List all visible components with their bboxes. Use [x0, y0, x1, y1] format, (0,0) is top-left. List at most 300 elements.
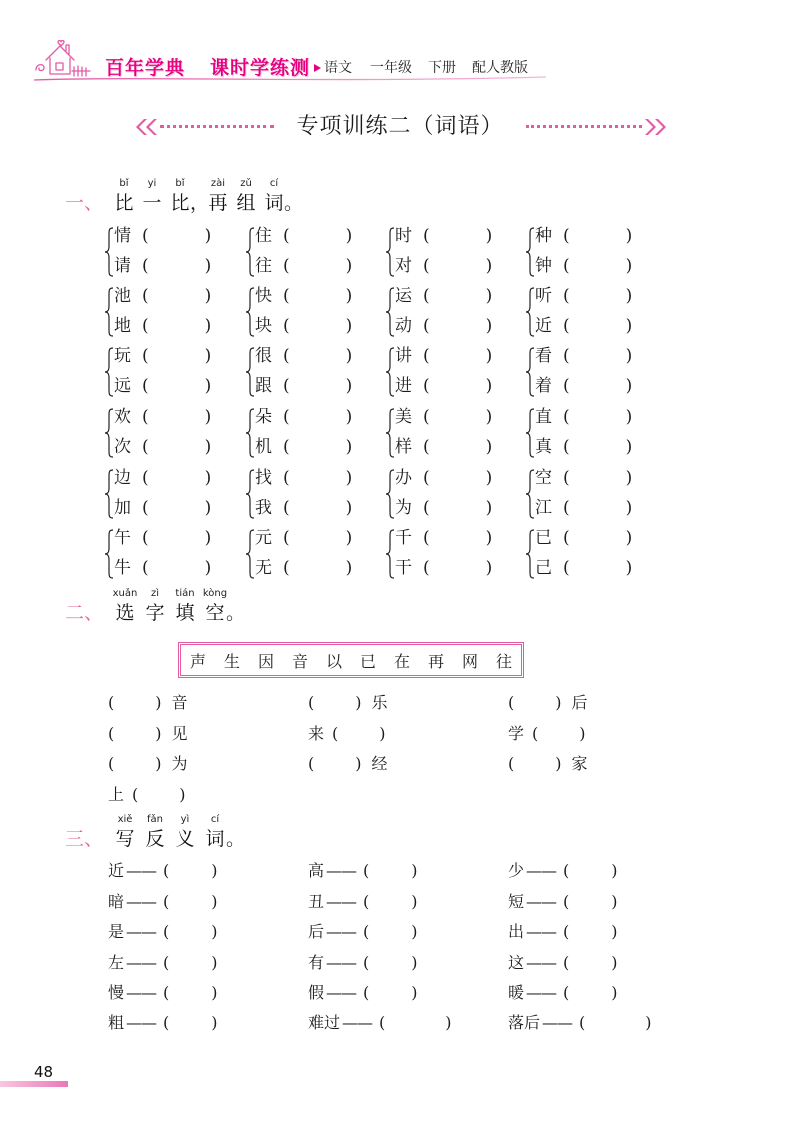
pair-char: 边: [114, 468, 131, 488]
answer-blank: [283, 404, 352, 430]
blank-close-paren: ): [485, 528, 493, 548]
blank-open-paren: (: [363, 953, 370, 972]
word-pair: [104, 223, 239, 283]
blank-close-paren: ): [355, 693, 362, 712]
pair-line: [525, 343, 660, 369]
blank-close-paren: ): [204, 468, 212, 488]
pinyin-char-unit: [110, 813, 140, 851]
answer-blank: [423, 253, 492, 279]
blank-open-paren: (: [142, 256, 149, 276]
pair-line: [104, 555, 239, 581]
answer-blank: [363, 858, 418, 884]
word-pair: [104, 465, 239, 525]
answer-blank: [423, 223, 492, 249]
pair-char: 直: [535, 407, 552, 427]
blank-open-paren: (: [283, 407, 290, 427]
pinyin-char-unit: [138, 177, 166, 215]
antonym-item: [508, 919, 618, 945]
blank-close-paren: ): [345, 226, 353, 246]
page-title: 专项训练二（词语）: [296, 114, 504, 139]
pair-line: [385, 283, 520, 309]
answer-blank: [563, 525, 632, 551]
dash-line: ——: [326, 861, 357, 880]
antonym-item: [308, 858, 418, 884]
blank-close-paren: ): [204, 316, 212, 336]
pair-char: 牛: [114, 558, 131, 578]
heading-char: 空: [205, 602, 225, 624]
pair-char: 动: [395, 316, 412, 336]
blank-open-paren: (: [563, 256, 570, 276]
section-number: 三、: [65, 828, 104, 850]
pinyin-char-unit: [260, 177, 304, 215]
pair-line: [104, 223, 239, 249]
blank-close-paren: ): [211, 983, 218, 1002]
pair-line: [245, 283, 380, 309]
blank-close-paren: ): [345, 558, 353, 578]
pinyin: cí: [210, 814, 220, 825]
blank-open-paren: (: [108, 754, 115, 773]
word-pair: [104, 343, 239, 403]
pinyin: zài: [210, 178, 226, 189]
blank-open-paren: (: [563, 558, 570, 578]
blank-open-paren: (: [283, 256, 290, 276]
word-bank-char: 往: [495, 651, 512, 671]
answer-blank: [108, 751, 162, 777]
item-suffix: 经: [371, 754, 388, 773]
blank-open-paren: (: [563, 861, 570, 880]
answer-blank: [332, 721, 386, 747]
antonym-item: [108, 980, 218, 1006]
answer-blank: [132, 782, 186, 808]
antonym-word: 落后: [508, 1013, 541, 1032]
pair-line: [245, 253, 380, 279]
word-pair: [525, 343, 660, 403]
word-pair: [104, 404, 239, 464]
antonym-word: 慢: [108, 983, 125, 1002]
word-pair: [385, 343, 520, 403]
antonym-item: [508, 1010, 652, 1036]
answer-blank: [563, 434, 632, 460]
blank-open-paren: (: [563, 498, 570, 518]
blank-open-paren: (: [423, 498, 430, 518]
pair-line: [385, 434, 520, 460]
pinyin: tián: [175, 588, 195, 599]
blank-close-paren: ): [411, 922, 418, 941]
dash-line: ——: [526, 892, 557, 911]
answer-blank: [423, 313, 492, 339]
blank-close-paren: ): [611, 922, 618, 941]
blank-close-paren: ): [485, 256, 493, 276]
word-pair: [385, 525, 520, 585]
pinyin: cí: [269, 178, 279, 189]
antonym-word: 高: [308, 861, 325, 880]
blank-close-paren: ): [485, 376, 493, 396]
page-number-bar: [0, 1081, 68, 1087]
answer-blank: [308, 751, 362, 777]
blank-close-paren: ): [625, 498, 633, 518]
blank-open-paren: (: [283, 528, 290, 548]
blank-open-paren: (: [308, 693, 315, 712]
answer-blank: [563, 980, 618, 1006]
dash-line: ——: [126, 1013, 157, 1032]
pair-line: [385, 253, 520, 279]
pair-line: [525, 465, 660, 491]
answer-blank: [423, 525, 492, 551]
blank-open-paren: (: [563, 892, 570, 911]
answer-blank: [423, 465, 492, 491]
item-prefix: 来: [308, 724, 325, 743]
blank-close-paren: ): [485, 346, 493, 366]
pinyin-char-unit: [140, 587, 170, 625]
heading-char: 字: [145, 602, 165, 624]
blank-open-paren: (: [163, 861, 170, 880]
pinyin: zǔ: [240, 178, 252, 189]
blank-close-paren: ): [625, 286, 633, 306]
blank-open-paren: (: [142, 226, 149, 246]
blank-open-paren: (: [563, 468, 570, 488]
blank-close-paren: ): [355, 754, 362, 773]
section-1-instruction: [110, 177, 304, 215]
antonym-word: 这: [508, 953, 525, 972]
pair-char: 空: [535, 468, 552, 488]
dash-line: ——: [526, 861, 557, 880]
blank-close-paren: ): [179, 785, 186, 804]
pair-line: [385, 373, 520, 399]
answer-blank: [142, 404, 211, 430]
blank-close-paren: ): [211, 953, 218, 972]
pair-char: 讲: [395, 346, 412, 366]
answer-blank: [142, 525, 211, 551]
fill-in-item: [108, 721, 188, 747]
pinyin-char-unit: [110, 177, 138, 215]
antonym-item: [508, 980, 618, 1006]
blank-close-paren: ): [485, 498, 493, 518]
blank-open-paren: (: [423, 376, 430, 396]
antonym-word: 是: [108, 922, 125, 941]
pair-char: 朵: [255, 407, 272, 427]
answer-blank: [563, 343, 632, 369]
word-pair: [245, 223, 380, 283]
blank-close-paren: ): [211, 861, 218, 880]
blank-close-paren: ): [155, 754, 162, 773]
blank-open-paren: (: [563, 528, 570, 548]
blank-close-paren: ): [485, 407, 493, 427]
answer-blank: [423, 404, 492, 430]
pair-char: 样: [395, 437, 412, 457]
grade-label: 一年级: [370, 60, 412, 76]
answer-blank: [563, 373, 632, 399]
answer-blank: [508, 751, 562, 777]
answer-blank: [423, 555, 492, 581]
answer-blank: [563, 404, 632, 430]
answer-blank: [363, 950, 418, 976]
pair-char: 江: [535, 498, 552, 518]
pair-char: 进: [395, 376, 412, 396]
blank-close-paren: ): [155, 693, 162, 712]
answer-blank: [283, 313, 352, 339]
subject-label: 语文: [324, 60, 352, 76]
blank-open-paren: (: [132, 785, 139, 804]
pair-line: [525, 434, 660, 460]
pinyin-char-unit: [140, 813, 170, 851]
dash-line: ——: [126, 892, 157, 911]
pair-line: [104, 434, 239, 460]
fill-in-item: [308, 751, 388, 777]
answer-blank: [163, 980, 218, 1006]
answer-blank: [563, 858, 618, 884]
pinyin-char-unit: [170, 813, 200, 851]
blank-close-paren: ): [204, 346, 212, 366]
blank-close-paren: ): [204, 498, 212, 518]
blank-close-paren: ): [611, 953, 618, 972]
dash-line: ——: [126, 922, 157, 941]
blank-open-paren: (: [142, 346, 149, 366]
item-suffix: 后: [571, 693, 588, 712]
pair-char: 地: [114, 316, 131, 336]
pair-line: [104, 373, 239, 399]
blank-open-paren: (: [563, 286, 570, 306]
pair-line: [104, 283, 239, 309]
word-pair: [385, 223, 520, 283]
blank-open-paren: (: [163, 953, 170, 972]
blank-open-paren: (: [363, 983, 370, 1002]
pair-char: 听: [535, 286, 552, 306]
answer-blank: [563, 253, 632, 279]
antonym-item: [108, 889, 218, 915]
blank-close-paren: ): [625, 226, 633, 246]
blank-open-paren: (: [142, 316, 149, 336]
pair-line: [525, 525, 660, 551]
pair-char: 千: [395, 528, 412, 548]
pair-char: 快: [255, 286, 272, 306]
pinyin: yì: [180, 814, 190, 825]
section-2-instruction: [110, 587, 246, 625]
dash-line: ——: [126, 983, 157, 1002]
double-chevron-right-icon: [644, 118, 668, 136]
volume-label: 下册: [428, 60, 456, 76]
blank-open-paren: (: [163, 983, 170, 1002]
blank-open-paren: (: [363, 861, 370, 880]
dash-line: ——: [126, 953, 157, 972]
brand-name: 百年学典: [105, 57, 186, 79]
answer-blank: [142, 495, 211, 521]
dash-line: ——: [342, 1013, 373, 1032]
answer-blank: [142, 373, 211, 399]
pair-line: [104, 525, 239, 551]
blank-close-paren: ): [485, 558, 493, 578]
blank-open-paren: (: [563, 983, 570, 1002]
answer-blank: [563, 495, 632, 521]
blank-open-paren: (: [363, 892, 370, 911]
blank-close-paren: ): [625, 256, 633, 276]
antonym-item: [108, 1010, 218, 1036]
heading-char: 写: [115, 828, 135, 850]
pair-char: 我: [255, 498, 272, 518]
heading-char: 组: [236, 192, 256, 214]
item-suffix: 乐: [371, 693, 388, 712]
blank-open-paren: (: [423, 316, 430, 336]
answer-blank: [563, 313, 632, 339]
edition-label: 配人教版: [472, 60, 528, 76]
blank-open-paren: (: [283, 468, 290, 488]
pinyin: kòng: [202, 588, 228, 599]
antonym-item: [108, 858, 218, 884]
pair-char: 已: [535, 528, 552, 548]
blank-open-paren: (: [283, 286, 290, 306]
antonym-word: 粗: [108, 1013, 125, 1032]
antonym-item: [308, 919, 418, 945]
blank-close-paren: ): [625, 528, 633, 548]
blank-close-paren: ): [345, 346, 353, 366]
blank-open-paren: (: [563, 407, 570, 427]
answer-blank: [532, 721, 586, 747]
fill-in-item: [308, 721, 386, 747]
pair-line: [104, 404, 239, 430]
pinyin-char-unit: [170, 587, 200, 625]
blank-close-paren: ): [379, 724, 386, 743]
heading-char: 反: [145, 828, 165, 850]
word-pair: [245, 404, 380, 464]
pair-char: 无: [255, 558, 272, 578]
header-underline: [30, 74, 550, 84]
word-bank-char: 因: [257, 651, 274, 671]
pair-line: [385, 223, 520, 249]
pair-line: [525, 373, 660, 399]
answer-blank: [163, 889, 218, 915]
antonym-item: [308, 950, 418, 976]
item-suffix: 家: [571, 754, 588, 773]
answer-blank: [142, 465, 211, 491]
pair-line: [104, 343, 239, 369]
blank-close-paren: ): [211, 1013, 218, 1032]
pair-char: 欢: [114, 407, 131, 427]
blank-open-paren: (: [163, 922, 170, 941]
fill-in-item: [508, 690, 588, 716]
blank-open-paren: (: [423, 407, 430, 427]
answer-blank: [142, 434, 211, 460]
antonym-item: [308, 980, 418, 1006]
blank-open-paren: (: [423, 346, 430, 366]
answer-blank: [423, 434, 492, 460]
answer-blank: [283, 283, 352, 309]
pinyin: zì: [150, 588, 160, 599]
blank-close-paren: ): [204, 528, 212, 548]
antonym-item: [308, 889, 418, 915]
blank-open-paren: (: [163, 892, 170, 911]
pair-line: [385, 525, 520, 551]
pair-char: 午: [114, 528, 131, 548]
antonym-item: [108, 950, 218, 976]
antonym-word: 短: [508, 892, 525, 911]
answer-blank: [379, 1010, 452, 1036]
pair-char: 看: [535, 346, 552, 366]
word-bank-char: 网: [461, 651, 478, 671]
antonym-word: 少: [508, 861, 525, 880]
antonym-word: 假: [308, 983, 325, 1002]
word-pair: [385, 404, 520, 464]
pair-line: [245, 495, 380, 521]
punctuation: ，: [190, 192, 210, 214]
pair-char: 钟: [535, 256, 552, 276]
blank-close-paren: ): [625, 316, 633, 336]
blank-close-paren: ): [204, 407, 212, 427]
answer-blank: [142, 343, 211, 369]
pinyin-char-unit: [204, 177, 232, 215]
antonym-word: 左: [108, 953, 125, 972]
word-pair: [525, 223, 660, 283]
blank-open-paren: (: [379, 1013, 386, 1032]
word-pair: [245, 465, 380, 525]
word-pair: [385, 465, 520, 525]
answer-blank: [508, 690, 562, 716]
answer-blank: [142, 555, 211, 581]
blank-close-paren: ): [579, 724, 586, 743]
pinyin: bǐ: [175, 178, 185, 189]
header-arrow-icon: [314, 64, 321, 72]
section-3-heading: [65, 813, 246, 851]
blank-open-paren: (: [423, 468, 430, 488]
punctuation: 。: [226, 602, 246, 624]
pair-line: [525, 253, 660, 279]
blank-open-paren: (: [563, 953, 570, 972]
word-pair: [525, 404, 660, 464]
blank-close-paren: ): [611, 892, 618, 911]
answer-blank: [563, 889, 618, 915]
answer-blank: [563, 283, 632, 309]
answer-blank: [108, 690, 162, 716]
blank-open-paren: (: [283, 316, 290, 336]
pair-char: 往: [255, 256, 272, 276]
pair-char: 情: [114, 226, 131, 246]
blank-open-paren: (: [283, 498, 290, 518]
word-pair: [525, 525, 660, 585]
heading-char: 比: [170, 192, 190, 214]
answer-blank: [163, 858, 218, 884]
blank-open-paren: (: [563, 226, 570, 246]
fill-in-item: [108, 751, 188, 777]
item-prefix: 学: [508, 724, 525, 743]
answer-blank: [579, 1010, 652, 1036]
blank-open-paren: (: [563, 376, 570, 396]
pair-char: 加: [114, 498, 131, 518]
fill-in-item: [508, 721, 586, 747]
blank-close-paren: ): [485, 286, 493, 306]
answer-blank: [283, 343, 352, 369]
word-pair: [385, 283, 520, 343]
heading-char: 一: [142, 192, 162, 214]
answer-blank: [563, 919, 618, 945]
pair-line: [245, 404, 380, 430]
pair-line: [245, 373, 380, 399]
blank-close-paren: ): [411, 861, 418, 880]
blank-close-paren: ): [204, 437, 212, 457]
pair-char: 美: [395, 407, 412, 427]
pinyin-char-unit: [200, 587, 246, 625]
blank-open-paren: (: [532, 724, 539, 743]
word-bank-char: 以: [325, 651, 342, 671]
answer-blank: [142, 253, 211, 279]
answer-blank: [163, 919, 218, 945]
blank-open-paren: (: [363, 922, 370, 941]
item-suffix: 音: [171, 693, 188, 712]
pair-line: [385, 343, 520, 369]
pair-char: 请: [114, 256, 131, 276]
section-1-heading: [65, 177, 304, 215]
blank-open-paren: (: [563, 437, 570, 457]
pair-line: [245, 313, 380, 339]
antonym-word: 暖: [508, 983, 525, 1002]
blank-open-paren: (: [142, 528, 149, 548]
